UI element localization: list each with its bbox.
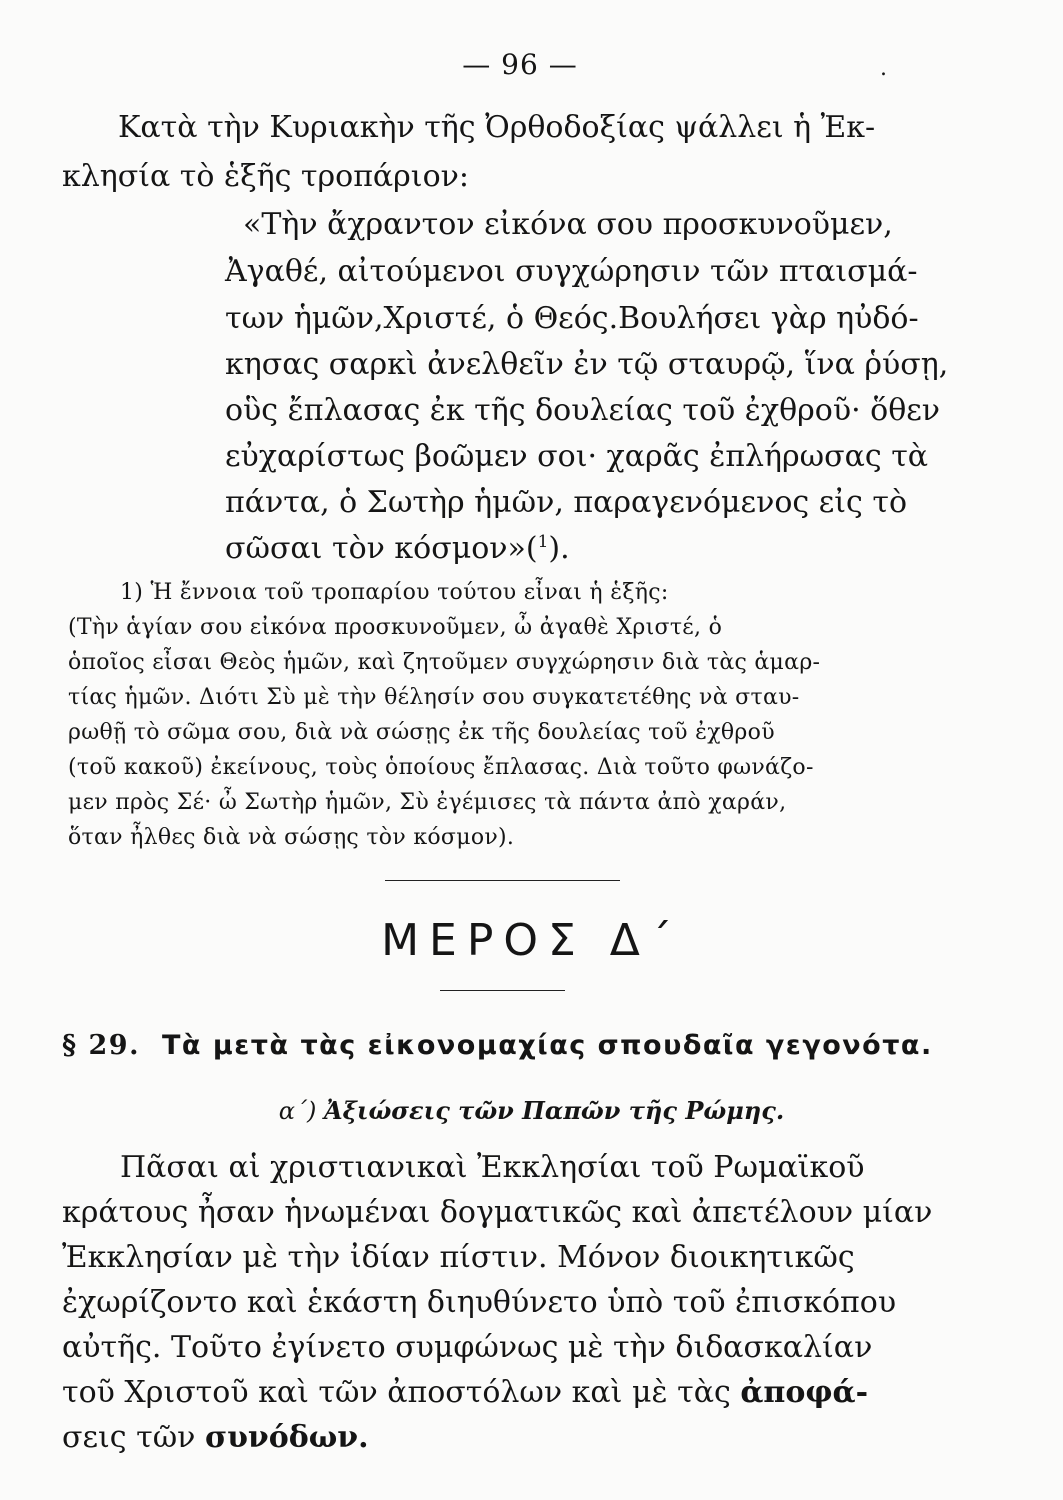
- subsection-prefix: α΄): [278, 1097, 317, 1125]
- subsection-heading: [0, 1096, 1063, 1125]
- footnote-line-1: 1) Ἡ ἔννοια τοῦ τροπαρίου τούτου εἶναι ἡ ἑξῆς:: [120, 580, 669, 605]
- footnote-line-8: ὅταν ἦλθες διὰ νὰ σώσῃς τὸν κόσμον).: [68, 825, 515, 850]
- footnote-line-2: (Τὴν ἁγίαν σου εἰκόνα προσκυνοῦμεν, ὦ ἀγαθὲ Χριστέ, ὁ: [68, 615, 723, 640]
- footnote-line-4: τίας ἡμῶν. Διότι Σὺ μὲ τὴν θέλησίν σου συγκατετέθης νὰ σταυ-: [68, 685, 800, 710]
- hymn-line-7: πάντα, ὁ Σωτὴρ ἡμῶν, παραγενόμενος εἰς τὸ: [225, 485, 908, 520]
- footnote-line-5: ρωθῇ τὸ σῶμα σου, διὰ νὰ σώσῃς ἐκ τῆς δουλείας τοῦ ἐχθροῦ: [68, 720, 775, 745]
- section-number: § 29.: [62, 1030, 140, 1061]
- stray-dot: .: [880, 56, 887, 81]
- body-line-6-text: τοῦ Χριστοῦ καὶ τῶν ἀποστόλων καὶ μὲ τὰς: [62, 1375, 731, 1410]
- part-title: ΜΕΡΟΣ Δ΄: [381, 915, 682, 966]
- hymn-line-4: κησας σαρκὶ ἀνελθεῖν ἐν τῷ σταυρῷ, ἵνα ῥύσῃ,: [225, 347, 949, 382]
- footnote-line-7: μεν πρὸς Σέ· ὦ Σωτὴρ ἡμῶν, Σὺ ἐγέμισες τὰ πάντα ἀπὸ χαράν,: [68, 790, 787, 815]
- body-line-7-bold: συνόδων.: [204, 1420, 369, 1455]
- intro-line-1: Κατὰ τὴν Κυριακὴν τῆς Ὀρθοδοξίας ψάλλει ἡ Ἐκ-: [118, 110, 876, 145]
- hymn-line-5: οὓς ἔπλασας ἐκ τῆς δουλείας τοῦ ἐχθροῦ· ὅθεν: [225, 393, 941, 428]
- section-divider-bottom: [440, 990, 565, 991]
- body-line-7-text: σεις τῶν: [62, 1420, 196, 1455]
- body-line-4: ἐχωρίζοντο καὶ ἑκάστη διηυθύνετο ὑπὸ τοῦ ἐπισκόπου: [62, 1285, 897, 1320]
- body-line-6: [62, 1375, 869, 1410]
- hymn-last-end: ).: [548, 531, 570, 566]
- section-heading: [62, 1030, 933, 1061]
- hymn-line-6: εὐχαρίστως βοῶμεν σοι· χαρᾶς ἐπλήρωσας τὰ: [225, 439, 929, 474]
- section-title: Τὰ μετὰ τὰς εἰκονομαχίας σπουδαῖα γεγονότα.: [162, 1030, 933, 1061]
- hymn-line-8: [225, 531, 570, 566]
- body-line-5: αὐτῆς. Τοῦτο ἐγίνετο συμφώνως μὲ τὴν διδασκαλίαν: [62, 1330, 873, 1365]
- hymn-last-text: σῶσαι τὸν κόσμον»(: [225, 531, 538, 566]
- body-line-7: [62, 1420, 369, 1455]
- subsection-title: Ἀξιώσεις τῶν Παπῶν τῆς Ρώμης.: [324, 1096, 785, 1125]
- body-line-3: Ἐκκλησίαν μὲ τὴν ἰδίαν πίστιν. Μόνον διοικητικῶς: [62, 1240, 855, 1275]
- hymn-line-2: Ἀγαθέ, αἰτούμενοι συγχώρησιν τῶν πταισμά-: [225, 254, 918, 289]
- hymn-line-1: «Τὴν ἄχραντον εἰκόνα σου προσκυνοῦμεν,: [243, 207, 893, 242]
- intro-line-2: κλησία τὸ ἑξῆς τροπάριον:: [62, 159, 469, 194]
- section-divider-top: [385, 880, 620, 881]
- footnote-marker: 1: [537, 532, 549, 552]
- body-line-1: Πᾶσαι αἱ χριστιανικαὶ Ἐκκλησίαι τοῦ Ρωμαϊκοῦ: [120, 1150, 865, 1185]
- page-number: — 96 —: [462, 48, 578, 81]
- body-line-6-bold: ἀποφά-: [740, 1375, 869, 1410]
- body-line-2: κράτους ἦσαν ἡνωμέναι δογματικῶς καὶ ἀπετέλουν μίαν: [62, 1195, 933, 1230]
- footnote-line-6: (τοῦ κακοῦ) ἐκείνους, τοὺς ὁποίους ἔπλασας. Διὰ τοῦτο φωνάζο-: [68, 755, 814, 780]
- hymn-line-3: των ἡμῶν,Χριστέ, ὁ Θεός.Βουλήσει γὰρ ηὐδό-: [225, 301, 919, 336]
- footnote-line-3: ὁποῖος εἶσαι Θεὸς ἡμῶν, καὶ ζητοῦμεν συγχώρησιν διὰ τὰς ἁμαρ-: [68, 650, 821, 675]
